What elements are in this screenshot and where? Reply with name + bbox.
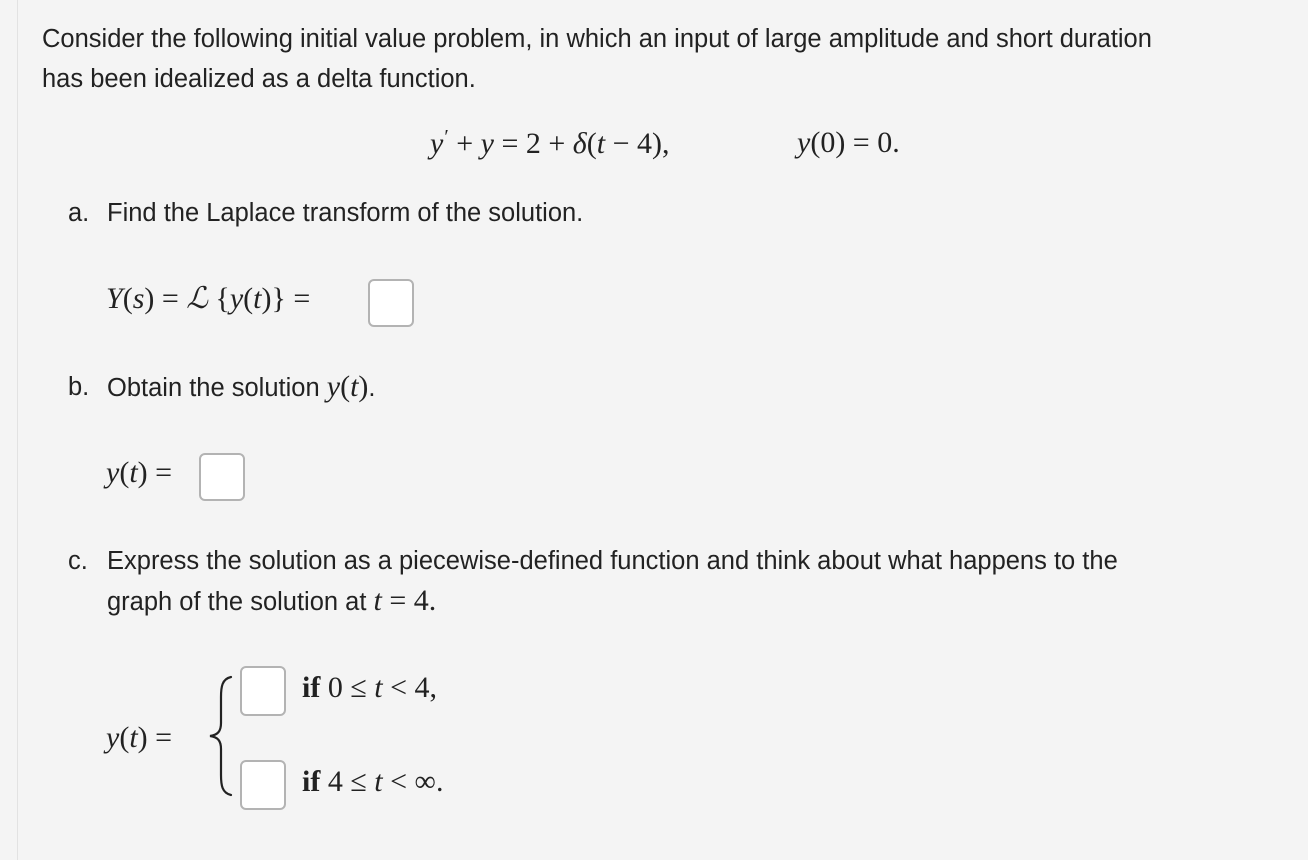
part-b-text [107, 367, 376, 408]
intro-line-2: has been idealized as a delta function. [42, 65, 476, 93]
initial-condition: y(0) = 0. [797, 126, 900, 159]
part-a-text: Find the Laplace transform of the solution. [107, 199, 584, 227]
part-c-line-2-text: graph of the solution at [107, 588, 367, 616]
laplace-answer-box[interactable] [368, 279, 414, 327]
part-c-marker: c. [68, 547, 88, 575]
piecewise-case-2-condition: if 4 ≤ t < ∞. [302, 765, 444, 798]
part-c-line-2-math: t = 4. [373, 584, 437, 617]
part-b-text-math: y(t) [326, 370, 369, 403]
part-b-marker: b. [68, 373, 90, 401]
part-c-line-1: Express the solution as a piecewise-defined function and think about what happens to the [107, 547, 1118, 575]
part-a-lhs: Y(s) = ℒ {y(t)} = [106, 281, 311, 316]
part-a-marker: a. [68, 199, 90, 227]
ode-equation: y′ + y = 2 + δ(t − 4), [430, 126, 670, 160]
piecewise-case-1-condition: if 0 ≤ t < 4, [302, 671, 438, 704]
part-b-text-main: Obtain the solution [107, 374, 320, 402]
part-b-lhs: y(t) = [106, 456, 173, 489]
part-c-line-2 [107, 581, 436, 622]
piecewise-brace-icon [204, 673, 238, 799]
piecewise-case-1-answer-box[interactable] [240, 666, 286, 716]
intro-line-1: Consider the following initial value problem, in which an input of large amplitude and short duration [42, 25, 1152, 53]
part-c-lhs: y(t) = [106, 721, 173, 754]
piecewise-case-2-answer-box[interactable] [240, 760, 286, 810]
solution-answer-box[interactable] [199, 453, 245, 501]
part-b-text-end: . [368, 374, 376, 402]
